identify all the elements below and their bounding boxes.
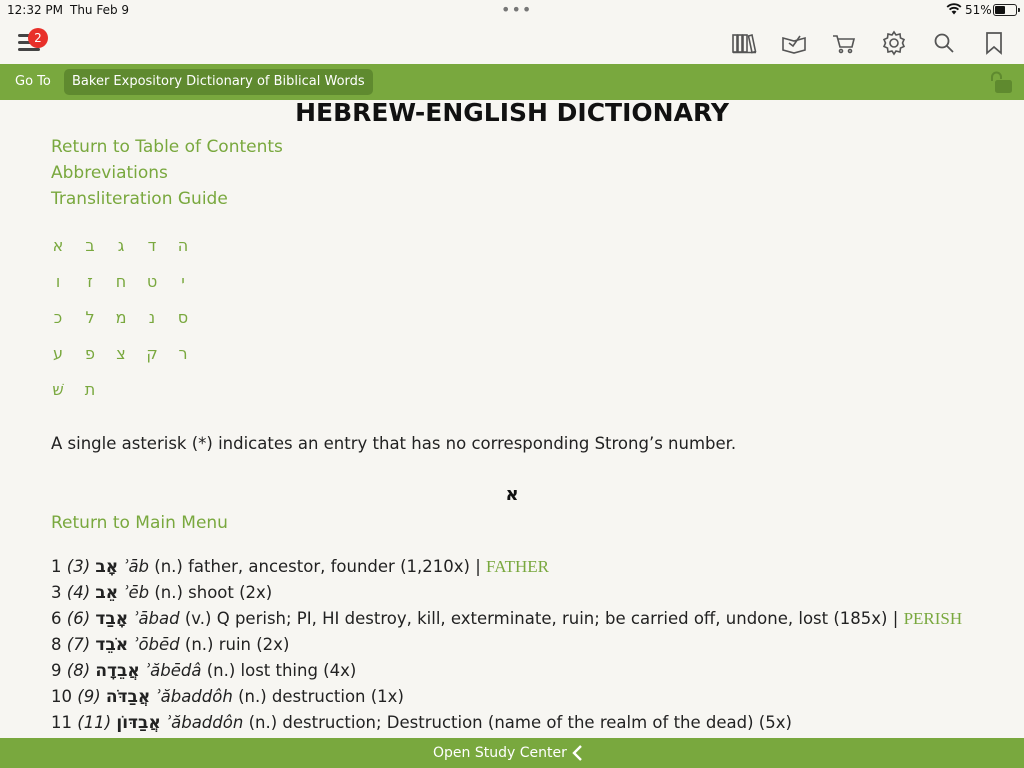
battery-icon	[993, 4, 1017, 16]
transliteration: ʾăbēdâ	[145, 661, 202, 680]
alphabet-letter-link[interactable]: פ	[85, 344, 95, 363]
open-study-center-button[interactable]: Open Study Center	[433, 745, 567, 761]
chevron-left-icon[interactable]	[570, 743, 586, 763]
document-content	[0, 100, 1024, 738]
definition: (n.) father, ancestor, founder (1,210x)	[154, 557, 470, 576]
hebrew-word: אָב	[95, 557, 119, 577]
article-link[interactable]: PERISH	[903, 609, 963, 628]
hebrew-word: אָבַד	[95, 609, 129, 629]
abbreviations-link[interactable]: Abbreviations	[51, 163, 168, 183]
dictionary-entry: 9 (8) אֲבֵדָה ʾăbēdâ (n.) lost thing (4x)	[51, 661, 357, 681]
alphabet-letter-link[interactable]: ר	[178, 344, 188, 363]
unlocked-lock-icon[interactable]	[988, 70, 1014, 96]
definition: (n.) ruin (2x)	[184, 635, 290, 654]
status-date: Thu Feb 9	[70, 3, 130, 17]
strong-number: 9	[83, 687, 95, 706]
transliteration: ʾăbaddôn	[166, 713, 244, 732]
alphabet-letter-link[interactable]: ד	[147, 236, 157, 255]
wifi-icon	[946, 2, 962, 18]
hebrew-word: אֲבֵדָה	[95, 661, 140, 681]
settings-gear-icon[interactable]	[881, 30, 907, 56]
status-time: 12:32 PM	[7, 3, 63, 17]
alphabet-letter-link[interactable]: ס	[177, 308, 189, 327]
go-to-button[interactable]: Go To	[15, 74, 51, 89]
alphabet-letter-link[interactable]: כ	[53, 308, 63, 327]
alphabet-letter-link[interactable]: ה	[177, 236, 189, 255]
page-title: HEBREW-ENGLISH DICTIONARY	[295, 100, 729, 127]
entry-number: 9	[51, 661, 62, 680]
article-link[interactable]: FATHER	[486, 557, 549, 576]
alphabet-letter-link[interactable]: ל	[85, 308, 95, 327]
alphabet-letter-link[interactable]: י	[181, 272, 185, 291]
definition: (n.) destruction; Destruction (name of the realm of the dead) (5x)	[248, 713, 792, 732]
transliteration-guide-link[interactable]: Transliteration Guide	[51, 189, 228, 209]
alphabet-letter-link[interactable]: ב	[85, 236, 95, 255]
status-bar	[0, 0, 1024, 22]
alphabet-letter-link[interactable]: נ	[148, 308, 156, 327]
hebrew-word: אֲבַדּוֹן	[116, 713, 161, 733]
alphabet-letter-link[interactable]: צ	[116, 344, 126, 363]
section-heading-letter: א	[505, 484, 519, 505]
dictionary-entry: 6 (6) אָבַד ʾābad (v.) Q perish; PI, HI destroy, kill, exterminate, ruin; be carried off, undone, lost (185x) | PERISH	[51, 609, 963, 629]
entry-number: 8	[51, 635, 62, 654]
strong-number: 3	[73, 557, 84, 576]
definition: (n.) shoot (2x)	[154, 583, 273, 602]
library-icon[interactable]	[731, 30, 757, 56]
entry-number: 3	[51, 583, 62, 602]
entry-separator: |	[469, 557, 487, 576]
book-title-button[interactable]: Baker Expository Dictionary of Biblical Words	[64, 69, 373, 95]
dictionary-entry: 10 (9) אֲבַדֹּה ʾăbaddôh (n.) destruction (1x)	[51, 687, 404, 707]
definition: (n.) lost thing (4x)	[206, 661, 357, 680]
dictionary-entry: 3 (4) אֵב ʾēb (n.) shoot (2x)	[51, 583, 273, 603]
strong-number: 6	[73, 609, 84, 628]
study-center-bar[interactable]	[0, 738, 1024, 768]
multitasking-dots-icon[interactable]: •••	[501, 0, 533, 19]
alphabet-letter-link[interactable]: ע	[52, 344, 63, 363]
alphabet-letter-link[interactable]: שׁ	[52, 380, 64, 399]
search-icon[interactable]	[931, 30, 957, 56]
transliteration: ʾăbaddôh	[155, 687, 233, 706]
bookmark-icon[interactable]	[981, 30, 1007, 56]
toc-link[interactable]: Return to Table of Contents	[51, 137, 283, 157]
asterisk-note: A single asterisk (*) indicates an entry that has no corresponding Strong’s number.	[51, 434, 737, 453]
entry-number: 1	[51, 557, 62, 576]
entry-number: 10	[51, 687, 72, 706]
entry-number: 6	[51, 609, 62, 628]
battery-percent: 51%	[965, 3, 992, 17]
strong-number: 4	[73, 583, 84, 602]
alphabet-letter-link[interactable]: ח	[115, 272, 127, 291]
navigation-bar	[0, 64, 1024, 100]
dictionary-entry: 1 (3) אָב ʾāb (n.) father, ancestor, founder (1,210x) | FATHER	[51, 557, 549, 577]
alphabet-letter-link[interactable]: ו	[55, 272, 61, 291]
transliteration: ʾēb	[123, 583, 150, 602]
entry-number: 11	[51, 713, 72, 732]
strong-number: 11	[83, 713, 105, 732]
alphabet-letter-link[interactable]: ט	[146, 272, 158, 291]
alphabet-letter-link[interactable]: מ	[115, 308, 127, 327]
cart-icon[interactable]	[831, 30, 857, 56]
alphabet-letter-link[interactable]: ק	[146, 344, 158, 363]
entry-separator: |	[887, 609, 904, 628]
transliteration: ʾāb	[123, 557, 150, 576]
return-main-menu-link[interactable]: Return to Main Menu	[51, 513, 228, 533]
hebrew-word: אֵב	[95, 583, 119, 603]
transliteration: ʾōbēd	[133, 635, 180, 654]
reading-plan-icon[interactable]	[781, 30, 807, 56]
strong-number: 8	[73, 661, 84, 680]
transliteration: ʾābad	[133, 609, 180, 628]
alphabet-letter-link[interactable]: ת	[84, 380, 96, 399]
definition: (n.) destruction (1x)	[238, 687, 404, 706]
dictionary-entry: 11 (11) אֲבַדּוֹן ʾăbaddôn (n.) destruction; Destruction (name of the realm of the dead) (5x)	[51, 713, 792, 733]
hebrew-word: אֲבַדֹּה	[105, 687, 151, 707]
hebrew-word: אֹבֵד	[95, 635, 129, 655]
notification-badge: 2	[28, 28, 48, 48]
strong-number: 7	[73, 635, 84, 654]
alphabet-letter-link[interactable]: א	[52, 236, 64, 255]
alphabet-letter-link[interactable]: ז	[87, 272, 93, 291]
dictionary-entry: 8 (7) אֹבֵד ʾōbēd (n.) ruin (2x)	[51, 635, 290, 655]
alphabet-letter-link[interactable]: ג	[117, 236, 125, 255]
toolbar	[0, 22, 1024, 64]
definition: (v.) Q perish; PI, HI destroy, kill, exterminate, ruin; be carried off, undone, lost (185x)	[184, 609, 888, 628]
